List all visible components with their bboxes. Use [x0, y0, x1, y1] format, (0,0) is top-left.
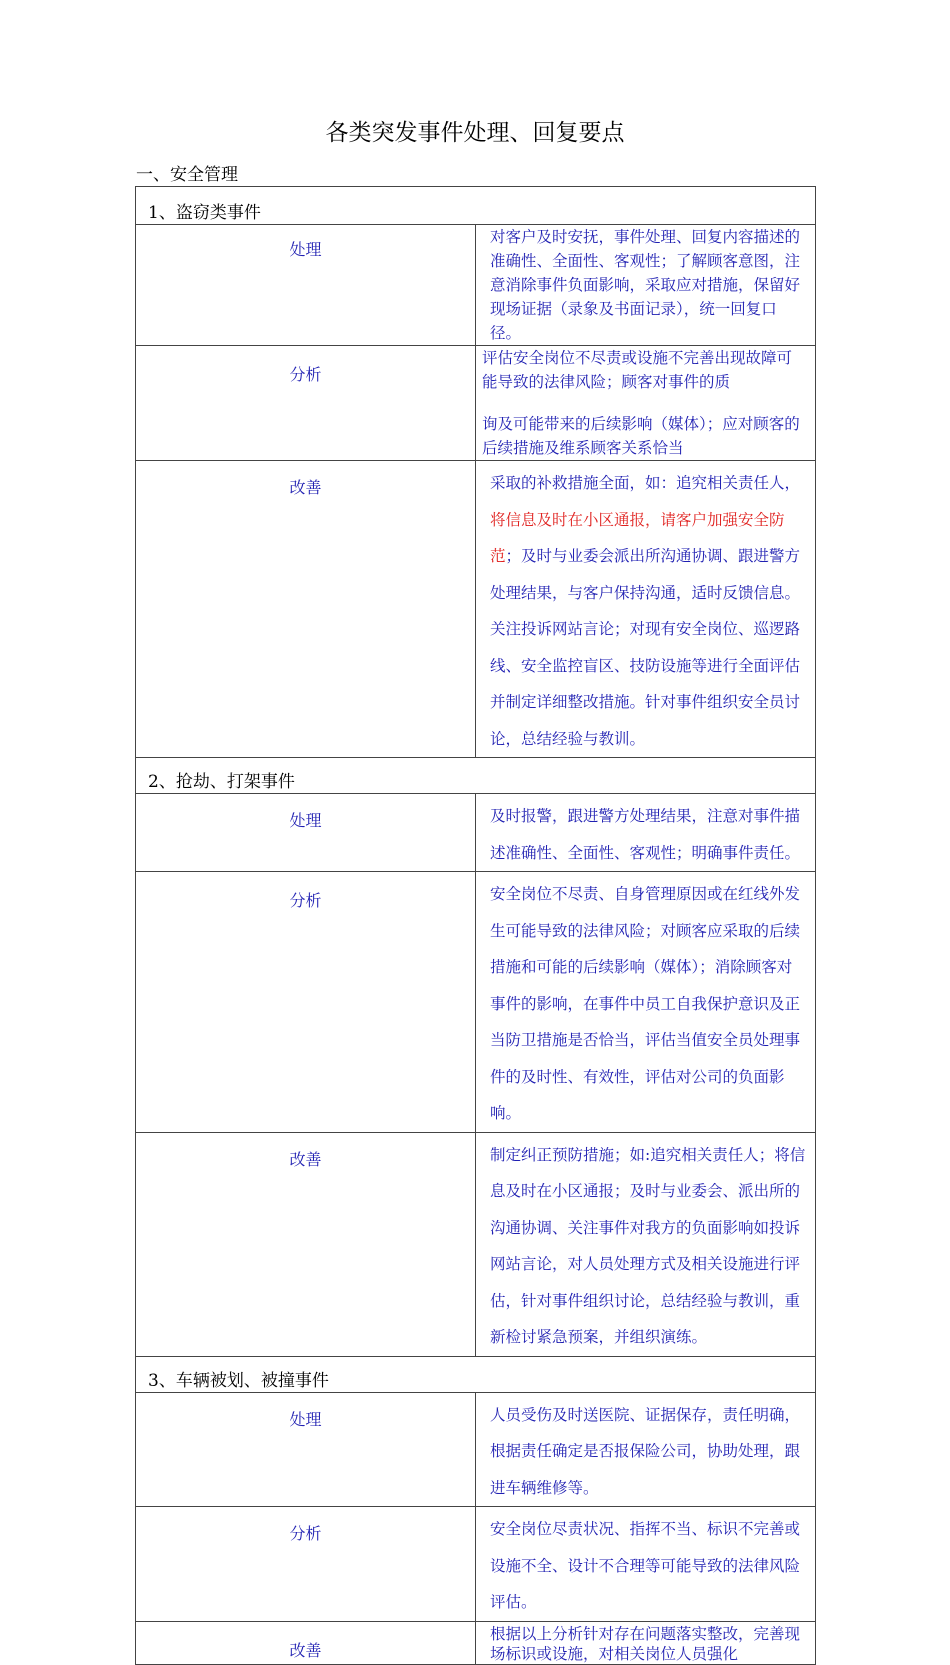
- row-text-line: 询及可能带来的后续影响（媒体）；应对顾客的后续措施及维系顾客关系恰当: [482, 415, 800, 457]
- row-label: 分析: [136, 1507, 476, 1622]
- row-label: 处理: [136, 1392, 476, 1507]
- section-heading: 一、安全管理: [136, 165, 238, 185]
- row-text: [476, 225, 816, 346]
- text-normal: 采取的补救措施全面，如：追究相关责任人，: [490, 474, 801, 492]
- row-label: 分析: [136, 872, 476, 1133]
- row-label: 分析: [136, 346, 476, 461]
- row-text: [476, 794, 816, 872]
- row-label: 改善: [136, 1132, 476, 1356]
- row-text: [476, 872, 816, 1133]
- row-text-body: 人员受伤及时送医院、证据保存，责任明确，根据责任确定是否报保险公司，协助处理，跟进车辆维修等。: [490, 1405, 801, 1497]
- row-label: 改善: [136, 1621, 476, 1664]
- row-text-line: 评估安全岗位不尽责或设施不完善出现故障可能导致的法律风险；顾客对事件的质: [482, 349, 793, 391]
- row-text: [476, 346, 816, 461]
- row-text-body: 安全岗位不尽责、自身管理原因或在红线外发生可能导致的法律风险；对顾客应采取的后续措施和可能的后续影响（媒体）；消除顾客对事件的影响，在事件中员工自我保护意识及正当防卫措施是否恰当，评估当值安全员处理事件的及时性、有效性，评估对公司的负面影响。: [490, 885, 801, 1122]
- row-text: [476, 1621, 816, 1664]
- page-title: 各类突发事件处理、回复要点: [325, 120, 625, 146]
- row-text-body: 对客户及时安抚，事件处理、回复内容描述的准确性、全面性、客观性；了解顾客意图，注意消除事件负面影响，采取应对措施，保留好现场证据（录象及书面记录），统一回复口径。: [490, 228, 801, 342]
- row-text-body: 根据以上分析针对存在问题落实整改，完善现场标识或设施，对相关岗位人员强化: [490, 1624, 801, 1663]
- row-text-body: 安全岗位尽责状况、指挥不当、标识不完善或设施不全、设计不合理等可能导致的法律风险评估。: [490, 1520, 801, 1611]
- row-text: [476, 1132, 816, 1356]
- text-normal: ；及时与业委会派出所沟通协调、跟进警方处理结果，与客户保持沟通，适时反馈信息。关注投诉网站言论；对现有安全岗位、巡逻路线、安全监控盲区、技防设施等进行全面评估并制定详细整改措施。针对事件组织安全员讨论，总结经验与教训。: [490, 547, 801, 748]
- row-text: [476, 1507, 816, 1622]
- text-highlight: 将信息及时在小区通报，请客户加强安全防范: [490, 510, 785, 565]
- row-label: 处理: [136, 225, 476, 346]
- row-text: [476, 1392, 816, 1507]
- row-text-body: 及时报警，跟进警方处理结果，注意对事件描述准确性、全面性、客观性；明确事件责任。: [490, 807, 801, 862]
- row-label: 改善: [136, 461, 476, 758]
- group-heading: 2、抢劫、打架事件: [136, 758, 816, 794]
- row-text-body: [482, 465, 807, 757]
- incident-table: [135, 186, 816, 1665]
- row-text-body: 制定纠正预防措施；如:追究相关责任人；将信息及时在小区通报；及时与业委会、派出所的沟通协调、关注事件对我方的负面影响如投诉网站言论，对人员处理方式及相关设施进行评估，针对事件组织讨论，总结经验与教训，重新检讨紧急预案，并组织演练。: [490, 1145, 806, 1346]
- group-heading: 1、盗窃类事件: [136, 187, 816, 225]
- row-text: [476, 461, 816, 758]
- row-label: 处理: [136, 794, 476, 872]
- group-heading: 3、车辆被划、被撞事件: [136, 1356, 816, 1392]
